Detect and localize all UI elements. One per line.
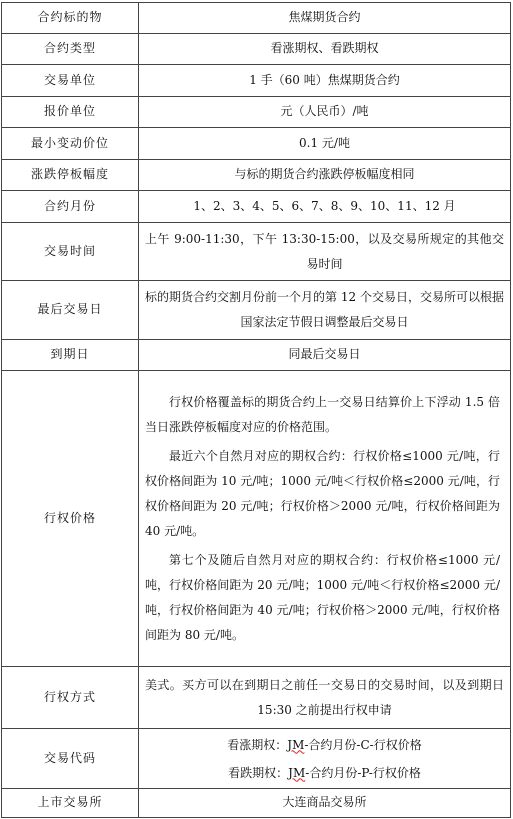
row-label: 行权价格 <box>2 371 139 667</box>
table-row <box>2 3 511 34</box>
table-row <box>2 223 511 281</box>
row-value: 与标的期货合约涨跌停板幅度相同 <box>139 160 511 191</box>
strike-paragraph: 最近六个自然月对应的期权合约：行权价格≤1000 元/吨，行权价格间距为 10 元/吨；1000 元/吨＜行权价格≤2000 元/吨，行权价格间距为 20 元/吨；行权价格＞2000 元/吨，行权价格间距为 40 元/吨。 <box>145 448 500 538</box>
row-label: 最小变动价位 <box>2 128 139 160</box>
table-row <box>2 667 511 729</box>
row-value: 上午 9:00-11:30，下午 13:30-15:00，以及交易所规定的其他交易时间 <box>139 223 511 281</box>
table-row <box>2 128 511 160</box>
table-row <box>2 340 511 371</box>
put-rest: -合约月份-P-行权价格 <box>305 765 421 780</box>
table-row <box>2 729 511 789</box>
row-value: 美式。买方可以在到期日之前任一交易日的交易时间，以及到期日 15:30 之前提出行权申请 <box>139 667 511 729</box>
row-label: 报价单位 <box>2 97 139 128</box>
strike-paragraph: 行权价格覆盖标的期货合约上一交易日结算价上下浮动 1.5 倍当日涨跌停板幅度对应的价格范围。 <box>145 394 500 434</box>
table-row <box>2 789 511 818</box>
call-code: JM <box>287 737 305 752</box>
row-value: 大连商品交易所 <box>139 789 511 818</box>
row-value: 0.1 元/吨 <box>139 128 511 160</box>
row-label: 最后交易日 <box>2 281 139 340</box>
option-contract-spec-table <box>1 2 511 818</box>
table-row <box>2 97 511 128</box>
row-value: 1 手（60 吨）焦煤期货合约 <box>139 65 511 97</box>
table-row <box>2 191 511 223</box>
row-label: 合约标的物 <box>2 3 139 34</box>
strike-price-rules <box>139 371 511 667</box>
table-row <box>2 160 511 191</box>
table-row <box>2 371 511 667</box>
put-prefix: 看跌期权： <box>228 765 289 780</box>
row-value: 标的期货合约交割月份前一个月的第 12 个交易日，交易所可以根据国家法定节假日调整最后交易日 <box>139 281 511 340</box>
row-value: 焦煤期货合约 <box>139 3 511 34</box>
row-label: 上市交易所 <box>2 789 139 818</box>
put-code: JM <box>288 765 306 780</box>
row-label: 到期日 <box>2 340 139 371</box>
table-row <box>2 34 511 65</box>
call-rest: -合约月份-C-行权价格 <box>304 737 422 752</box>
strike-paragraph: 第七个及随后自然月对应的期权合约：行权价格≤1000 元/吨，行权价格间距为 20 元/吨；1000 元/吨＜行权价格≤2000 元/吨，行权价格间距为 40 元/吨；行权价格＞2000 元/吨，行权价格间距为 80 元/吨。 <box>145 552 500 642</box>
row-value: 看涨期权、看跌期权 <box>139 34 511 65</box>
call-code-line <box>145 731 504 759</box>
row-label: 涨跌停板幅度 <box>2 160 139 191</box>
row-label: 交易单位 <box>2 65 139 97</box>
trading-code-cell <box>139 729 511 789</box>
row-label: 交易代码 <box>2 729 139 789</box>
row-value: 1、2、3、4、5、6、7、8、9、10、11、12 月 <box>139 191 511 223</box>
row-label: 合约类型 <box>2 34 139 65</box>
put-code-line <box>145 759 504 787</box>
row-value: 元（人民币）/吨 <box>139 97 511 128</box>
row-value: 同最后交易日 <box>139 340 511 371</box>
table-row <box>2 281 511 340</box>
call-prefix: 看涨期权： <box>227 737 288 752</box>
row-label: 行权方式 <box>2 667 139 729</box>
table-row <box>2 65 511 97</box>
row-label: 交易时间 <box>2 223 139 281</box>
row-label: 合约月份 <box>2 191 139 223</box>
